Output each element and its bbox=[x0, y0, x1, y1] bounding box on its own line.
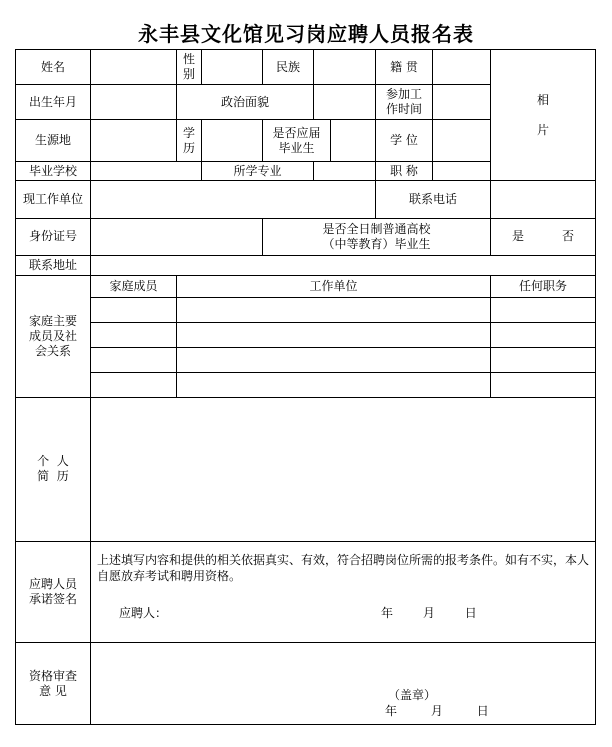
resume-label: 个 人 简 历 bbox=[16, 397, 91, 541]
family-section-label: 家庭主要成员及社会关系 bbox=[16, 275, 91, 397]
audit-cell[interactable] bbox=[91, 643, 596, 725]
family-member-header: 家庭成员 bbox=[91, 275, 177, 298]
political-field[interactable] bbox=[314, 85, 376, 120]
family-work-header: 工作单位 bbox=[177, 275, 491, 298]
family-position-cell[interactable] bbox=[491, 372, 596, 397]
family-row bbox=[16, 372, 596, 397]
family-position-cell[interactable] bbox=[491, 298, 596, 323]
education-label: 学历 bbox=[177, 120, 202, 161]
fresh-grad-label: 是否应届毕业生 bbox=[263, 120, 331, 161]
family-member-cell[interactable] bbox=[91, 298, 177, 323]
family-member-cell[interactable] bbox=[91, 323, 177, 348]
native-place-field[interactable] bbox=[433, 50, 491, 85]
form-title: 永丰县文化馆见习岗应聘人员报名表 bbox=[138, 22, 474, 46]
fresh-grad-field[interactable] bbox=[331, 120, 376, 161]
no-option[interactable]: 否 bbox=[562, 229, 575, 244]
family-row bbox=[16, 323, 596, 348]
phone-field[interactable] bbox=[491, 181, 596, 218]
resume-field[interactable] bbox=[91, 397, 596, 541]
photo-box[interactable]: 相 片 bbox=[491, 50, 596, 181]
family-position-cell[interactable] bbox=[491, 323, 596, 348]
work-start-field[interactable] bbox=[433, 85, 491, 120]
yes-option[interactable]: 是 bbox=[511, 229, 524, 244]
family-member-cell[interactable] bbox=[91, 348, 177, 373]
family-member-cell[interactable] bbox=[91, 372, 177, 397]
birth-field[interactable] bbox=[91, 85, 177, 120]
employer-field[interactable] bbox=[91, 181, 376, 218]
family-work-cell[interactable] bbox=[177, 323, 491, 348]
education-field[interactable] bbox=[202, 120, 263, 161]
pledge-text: 上述填写内容和提供的相关依据真实、有效，符合招聘岗位所需的报考条件。如有不实，本人自愿放弃考试和聘用资格。 bbox=[97, 552, 590, 583]
audit-section-label: 资格审查 意 见 bbox=[16, 643, 91, 725]
family-position-cell[interactable] bbox=[491, 348, 596, 373]
applicant-label: 应聘人： bbox=[119, 605, 168, 620]
degree-field[interactable] bbox=[433, 120, 491, 161]
origin-label: 生源地 bbox=[16, 120, 91, 161]
name-label: 姓名 bbox=[16, 50, 91, 85]
seal-label: （盖章） bbox=[388, 688, 437, 703]
political-label: 政治面貌 bbox=[177, 85, 314, 120]
employer-label: 现工作单位 bbox=[16, 181, 91, 218]
audit-date: 年 月 日 bbox=[385, 704, 489, 719]
ethnicity-field[interactable] bbox=[314, 50, 376, 85]
gender-field[interactable] bbox=[202, 50, 263, 85]
address-field[interactable] bbox=[91, 255, 596, 275]
name-field[interactable] bbox=[91, 50, 177, 85]
family-position-header: 任何职务 bbox=[491, 275, 596, 298]
fulltime-hs-choice[interactable] bbox=[491, 218, 596, 255]
phone-label: 联系电话 bbox=[376, 181, 491, 218]
registration-form bbox=[15, 49, 596, 725]
title-rank-label: 职 称 bbox=[376, 161, 433, 181]
work-start-label: 参加工作时间 bbox=[376, 85, 433, 120]
id-number-field[interactable] bbox=[91, 218, 263, 255]
school-label: 毕业学校 bbox=[16, 161, 91, 181]
family-row bbox=[16, 348, 596, 373]
family-work-cell[interactable] bbox=[177, 372, 491, 397]
origin-field[interactable] bbox=[91, 120, 177, 161]
degree-label: 学 位 bbox=[376, 120, 433, 161]
major-label: 所学专业 bbox=[202, 161, 314, 181]
pledge-cell bbox=[91, 541, 596, 642]
gender-label: 性别 bbox=[177, 50, 202, 85]
title-rank-field[interactable] bbox=[433, 161, 491, 181]
ethnicity-label: 民族 bbox=[263, 50, 314, 85]
pledge-section-label: 应聘人员承诺签名 bbox=[16, 541, 91, 642]
family-work-cell[interactable] bbox=[177, 298, 491, 323]
family-work-cell[interactable] bbox=[177, 348, 491, 373]
major-field[interactable] bbox=[314, 161, 376, 181]
birth-label: 出生年月 bbox=[16, 85, 91, 120]
id-number-label: 身份证号 bbox=[16, 218, 91, 255]
address-label: 联系地址 bbox=[16, 255, 91, 275]
family-row bbox=[16, 298, 596, 323]
sign-date[interactable]: 年 月 日 bbox=[381, 605, 477, 620]
school-field[interactable] bbox=[91, 161, 202, 181]
fulltime-hs-label: 是否全日制普通高校 （中等教育）毕业生 bbox=[263, 218, 491, 255]
native-place-label: 籍 贯 bbox=[376, 50, 433, 85]
